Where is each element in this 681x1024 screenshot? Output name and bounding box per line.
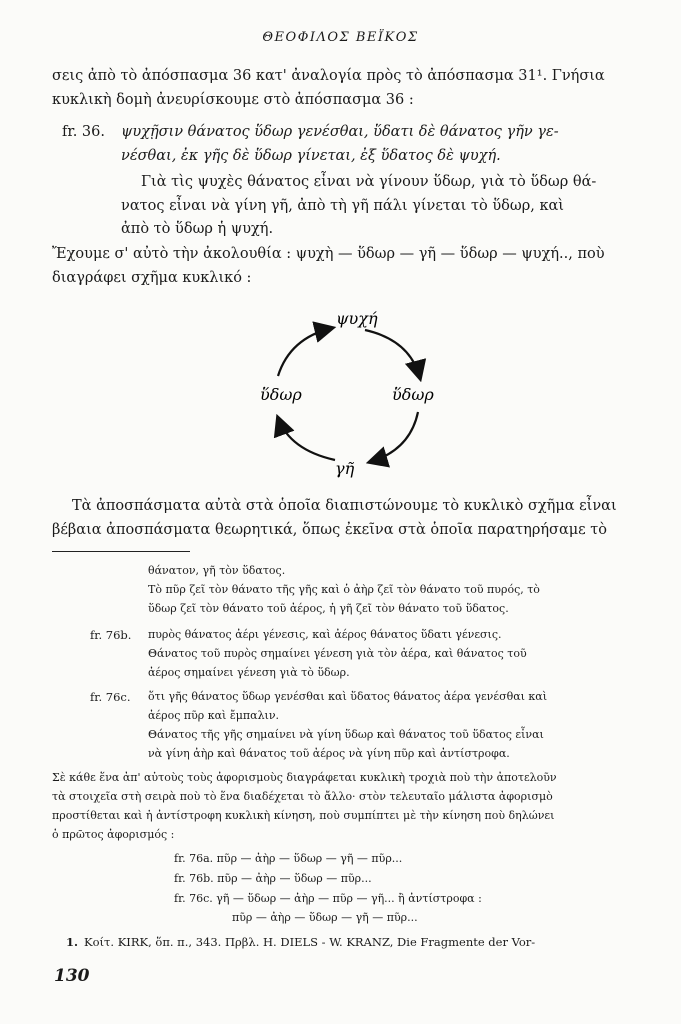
- footnote-cont-line-1: θάνατον, γῆ τὸν ὕδατος.: [148, 564, 286, 577]
- sequence-76c-reverse: πῦρ — ἀὴρ — ὕδωρ — γῆ — πῦρ...: [232, 911, 418, 924]
- fragment-76b-trans-2: ἀέρος σημαίνει γένεση γιὰ τὸ ὕδωρ.: [148, 666, 350, 679]
- fragment-76b-trans-1: Θάνατος τοῦ πυρὸς σημαίνει γένεση γιὰ τὸν ἀέρα, καὶ θάνατος τοῦ: [148, 647, 527, 660]
- page-number: 130: [54, 966, 90, 986]
- footnote-paragraph-line-2: τὰ στοιχεῖα στὴ σειρὰ ποὺ τὸ ἕνα διαδέχεται τὸ ἄλλο· στὸν τελευταῖο μάλιστα ἀφορισμὸ: [52, 790, 553, 803]
- fragment-76c-trans-2: νὰ γίνη ἀὴρ καὶ θάνατος τοῦ ἀέρος νὰ γίνη πῦρ καὶ ἀντίστροφα.: [148, 747, 510, 760]
- fragment-36-translation-line-1: Γιὰ τὶς ψυχὲς θάνατος εἶναι νὰ γίνουν ὕδωρ, γιὰ τὸ ὕδωρ θά-: [141, 174, 597, 190]
- sequence-76a: fr. 76a. πῦρ — ἀὴρ — ὕδωρ — γῆ — πῦρ...: [174, 852, 403, 865]
- sequence-line-2: διαγράφει σχῆμα κυκλικό :: [52, 270, 252, 286]
- footnote-1-text: Κοίτ. KIRK, ὅπ. π., 343. Πρβλ. H. DIELS - W. KRANZ, Die Fragmente der Vor-: [84, 935, 536, 949]
- cycle-diagram: [240, 300, 450, 480]
- fragment-36-greek-line-1: ψυχῇσιν θάνατος ὕδωρ γενέσθαι, ὕδατι δὲ θάνατος γῆν γε-: [121, 124, 559, 140]
- footnote-paragraph-line-1: Σὲ κάθε ἕνα ἀπ' αὐτοὺς τοὺς ἀφορισμοὺς διαγράφεται κυκλικὴ τροχιὰ ποὺ τὴν ἀποτελοῦν: [52, 771, 557, 784]
- arrow-left-to-top: [278, 328, 332, 376]
- intro-line-2: κυκλικὴ δομὴ ἀνευρίσκουμε στὸ ἀπόσπασμα 36 :: [52, 92, 414, 108]
- arrow-right-to-bottom: [370, 412, 418, 462]
- footnote-1-number: 1.: [66, 935, 79, 949]
- conclusion-line-1: Τὰ ἀποσπάσματα αὐτὰ στὰ ὁποῖα διαπιστώνουμε τὸ κυκλικὸ σχῆμα εἶναι: [72, 498, 617, 514]
- running-header: ΘΕΟΦΙΛΟΣ ΒΕΪΚΟΣ: [262, 30, 419, 45]
- fragment-76b-tag: fr. 76b.: [90, 628, 132, 642]
- conclusion-line-2: βέβαια ἀποσπάσματα θεωρητικά, ὅπως ἐκεῖνα στὰ ὁποῖα παρατηρήσαμε τὸ: [52, 522, 608, 538]
- fragment-76c-greek-2: ἀέρος πῦρ καὶ ἔμπαλιν.: [148, 709, 280, 722]
- footnote-paragraph-line-4: ὁ πρῶτος ἀφορισμός :: [52, 828, 175, 841]
- fragment-76c-greek-1: ὅτι γῆς θάνατος ὕδωρ γενέσθαι καὶ ὕδατος θάνατος ἀέρα γενέσθαι καὶ: [148, 690, 548, 703]
- fragment-36-greek-line-2: νέσθαι, ἐκ γῆς δὲ ὕδωρ γίνεται, ἐξ ὕδατος δὲ ψυχή.: [121, 148, 501, 164]
- diagram-node-right: ὕδωρ: [392, 385, 434, 404]
- footnote-paragraph-line-3: προστίθεται καὶ ἡ ἀντίστροφη κυκλικὴ κίνηση, ποὺ συμπίπτει μὲ τὴν κίνηση ποὺ δηλώνει: [52, 809, 555, 822]
- footnote-rule: [52, 551, 190, 552]
- sequence-line-1: Ἔχουμε σ' αὐτὸ τὴν ἀκολουθία : ψυχὴ — ὕδωρ — γῆ — ὕδωρ — ψυχή.., ποὺ: [52, 246, 605, 262]
- fragment-36-translation-line-3: ἀπὸ τὸ ὕδωρ ἡ ψυχή.: [121, 221, 274, 237]
- fragment-76c-tag: fr. 76c.: [90, 690, 131, 704]
- sequence-76b: fr. 76b. πῦρ — ἀὴρ — ὕδωρ — πῦρ...: [174, 872, 372, 885]
- arrow-top-to-right: [365, 330, 420, 378]
- intro-line-1: σεις ἀπὸ τὸ ἀπόσπασμα 36 κατ' ἀναλογία πρὸς τὸ ἀπόσπασμα 31¹. Γνήσια: [52, 68, 605, 84]
- fragment-36-translation-line-2: νατος εἶναι νὰ γίνη γῆ, ἀπὸ τὴ γῆ πάλι γίνεται τὸ ὕδωρ, καὶ: [121, 198, 564, 214]
- footnote-cont-line-2: Τὸ πῦρ ζεῖ τὸν θάνατο τῆς γῆς καὶ ὁ ἀὴρ ζεῖ τὸν θάνατο τοῦ πυρός, τὸ: [148, 583, 540, 596]
- footnote-cont-line-3: ὕδωρ ζεῖ τὸν θάνατο τοῦ ἀέρος, ἡ γῆ ζεῖ τὸν θάνατο τοῦ ὕδατος.: [148, 602, 509, 615]
- fragment-76b-greek: πυρὸς θάνατος ἀέρι γένεσις, καὶ ἀέρος θάνατος ὕδατι γένεσις.: [148, 628, 502, 641]
- fragment-36-tag: fr. 36.: [62, 124, 105, 140]
- diagram-node-top: ψυχή: [336, 309, 378, 328]
- diagram-node-bottom: γῆ: [335, 459, 355, 478]
- arrow-bottom-to-left: [278, 418, 335, 460]
- sequence-76c: fr. 76c. γῆ — ὕδωρ — ἀὴρ — πῦρ — γῆ... ἢ ἀντίστροφα :: [174, 892, 482, 905]
- fragment-76c-trans-1: Θάνατος τῆς γῆς σημαίνει νὰ γίνη ὕδωρ καὶ θάνατος τοῦ ὕδατος εἶναι: [148, 728, 544, 741]
- diagram-node-left: ὕδωρ: [260, 385, 302, 404]
